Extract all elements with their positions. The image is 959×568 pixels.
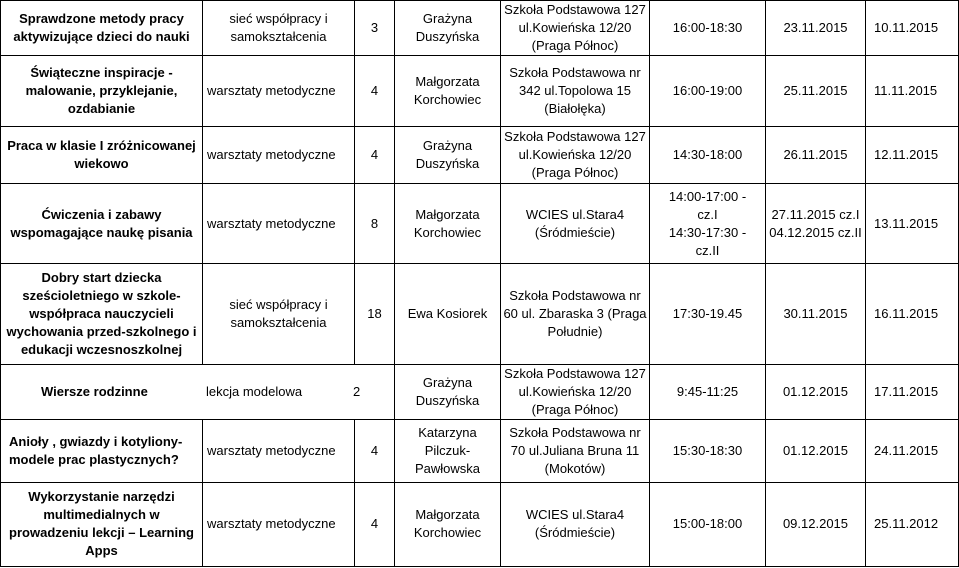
enrollment-deadline: 17.11.2015 (866, 364, 959, 419)
course-leader: Grażyna Duszyńska (395, 364, 501, 419)
course-time: 15:30-18:30 (650, 420, 766, 482)
course-leader: Małgorzata Korchowiec (395, 482, 501, 567)
course-time: 16:00-19:00 (650, 56, 766, 126)
course-title: Sprawdzone metody pracy aktywizujące dzieci do nauki (1, 1, 203, 56)
course-date: 25.11.2015 (766, 56, 866, 126)
course-title-cell (1, 364, 395, 419)
course-date: 09.12.2015 (766, 482, 866, 567)
course-hours: 4 (355, 56, 395, 126)
course-time: 9:45-11:25 (650, 364, 766, 419)
course-type: warsztaty metodyczne (203, 126, 355, 183)
course-hours: 4 (355, 126, 395, 183)
enrollment-deadline: 25.11.2012 (866, 482, 959, 567)
course-time: 17:30-19.45 (650, 264, 766, 365)
course-title: Wiersze rodzinne (41, 384, 148, 400)
course-place: Szkoła Podstawowa nr 70 ul.Juliana Bruna 11 (Mokotów) (501, 420, 650, 482)
course-time-line: cz.II (695, 242, 720, 258)
course-type: warsztaty metodyczne (203, 183, 355, 263)
course-hours: 4 (355, 482, 395, 567)
enrollment-deadline: 16.11.2015 (866, 264, 959, 365)
course-place: Szkoła Podstawowa nr 60 ul. Zbaraska 3 (Praga Południe) (501, 264, 650, 365)
course-time-line: cz.I (697, 206, 718, 222)
course-title: Praca w klasie I zróżnicowanej wiekowo (1, 126, 203, 183)
course-date: 01.12.2015 (766, 420, 866, 482)
enrollment-deadline: 12.11.2015 (866, 126, 959, 183)
enrollment-deadline: 11.11.2015 (866, 56, 959, 126)
course-date: 23.11.2015 (766, 1, 866, 56)
course-time: 16:00-18:30 (650, 1, 766, 56)
course-date-line: 27.11.2015 cz.I (771, 206, 860, 222)
course-type: sieć współpracy i samokształcenia (203, 264, 355, 365)
course-type: warsztaty metodyczne (203, 482, 355, 567)
course-place: Szkoła Podstawowa 127 ul.Kowieńska 12/20 (Praga Północ) (501, 1, 650, 56)
course-date: 30.11.2015 (766, 264, 866, 365)
course-place: WCIES ul.Stara4 (Śródmieście) (501, 482, 650, 567)
table-row (1, 264, 959, 365)
course-date-line: 04.12.2015 cz.II (769, 224, 862, 240)
course-time-line: 14:30-17:30 - (668, 224, 747, 240)
course-date: 26.11.2015 (766, 126, 866, 183)
course-hours: 4 (355, 420, 395, 482)
course-date (766, 183, 866, 263)
table-row (1, 364, 959, 419)
enrollment-deadline: 13.11.2015 (866, 183, 959, 263)
table-row (1, 420, 959, 482)
course-title: Świąteczne inspiracje - malowanie, przyklejanie, ozdabianie (1, 56, 203, 126)
course-time (650, 183, 766, 263)
course-time: 15:00-18:00 (650, 482, 766, 567)
course-leader: Grażyna Duszyńska (395, 126, 501, 183)
table-row (1, 1, 959, 56)
table-row (1, 56, 959, 126)
course-place: WCIES ul.Stara4 (Śródmieście) (501, 183, 650, 263)
course-type: lekcja modelowa (206, 384, 303, 400)
table-row (1, 482, 959, 567)
course-title: Wykorzystanie narzędzi multimedialnych w prowadzeniu lekcji – Learning Apps (1, 482, 203, 567)
course-time: 14:30-18:00 (650, 126, 766, 183)
course-date: 01.12.2015 (766, 364, 866, 419)
course-title: Anioły , gwiazdy i kotyliony- modele prac plastycznych? (1, 420, 203, 482)
course-place: Szkoła Podstawowa 127 ul.Kowieńska 12/20 (Praga Północ) (501, 364, 650, 419)
course-hours: 2 (353, 384, 361, 400)
enrollment-deadline: 24.11.2015 (866, 420, 959, 482)
course-leader: Małgorzata Korchowiec (395, 56, 501, 126)
course-hours: 8 (355, 183, 395, 263)
course-leader: Katarzyna Pilczuk- Pawłowska (395, 420, 501, 482)
course-title: Ćwiczenia i zabawy wspomagające naukę pisania (1, 183, 203, 263)
course-place: Szkoła Podstawowa nr 342 ul.Topolowa 15 (Białołęka) (501, 56, 650, 126)
table-row (1, 126, 959, 183)
course-type: warsztaty metodyczne (203, 420, 355, 482)
course-place: Szkoła Podstawowa 127 ul.Kowieńska 12/20 (Praga Północ) (501, 126, 650, 183)
course-leader: Ewa Kosiorek (395, 264, 501, 365)
course-leader: Grażyna Duszyńska (395, 1, 501, 56)
table-row (1, 183, 959, 263)
course-hours: 3 (355, 1, 395, 56)
course-leader: Małgorzata Korchowiec (395, 183, 501, 263)
course-hours: 18 (355, 264, 395, 365)
course-type: sieć współpracy i samokształcenia (203, 1, 355, 56)
enrollment-deadline: 10.11.2015 (866, 1, 959, 56)
course-type: warsztaty metodyczne (203, 56, 355, 126)
course-title: Dobry start dziecka sześcioletniego w szkole- współpraca nauczycieli wychowania przed-szkolnego i edukacji wczesnoszkolnej (1, 264, 203, 365)
course-time-line: 14:00-17:00 - (668, 188, 747, 204)
